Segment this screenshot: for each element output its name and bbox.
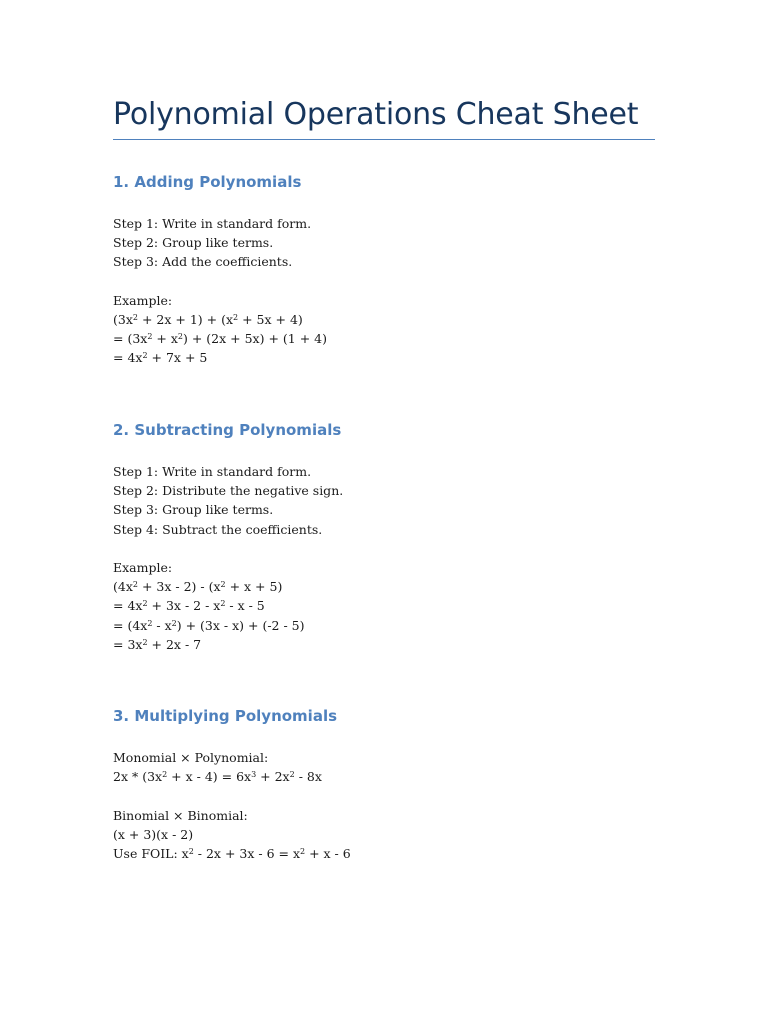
exponent: 2	[142, 599, 148, 609]
section-heading-adding: 1. Adding Polynomials	[113, 173, 302, 191]
spacer	[113, 440, 655, 462]
exponent: 2	[233, 312, 239, 322]
steps-list	[113, 462, 655, 539]
spacer	[113, 272, 655, 291]
example-line: = $(4x^2 - x^2) + (3x - x) + (-2 - 5)$	[113, 617, 305, 633]
exponent: 2	[188, 846, 194, 856]
exponent: 2	[132, 312, 138, 322]
step-line: Step 1: Write in standard form.	[113, 464, 312, 479]
step-line: Step 1: Write in standard form.	[113, 216, 312, 231]
spacer	[113, 192, 655, 214]
exponent: 2	[142, 637, 148, 647]
exponent: 2	[142, 351, 148, 361]
example-line: $(3x^2 + 2x + 1) + (x^2 + 5x + 4)$	[113, 311, 303, 327]
section-heading-subtracting: 2. Subtracting Polynomials	[113, 421, 342, 439]
steps-list	[113, 214, 655, 272]
section-subtracting	[113, 420, 655, 654]
exponent: 2	[171, 618, 177, 628]
block-label: Binomial × Binomial:	[113, 807, 248, 823]
section-adding	[113, 172, 655, 368]
example-line: Use FOIL: $x^2 - 2x + 3x - 6 = x^2 + x - 6$	[113, 845, 351, 861]
exponent: 2	[147, 332, 153, 342]
step-line: Step 2: Distribute the negative sign.	[113, 483, 344, 499]
exponent: 2	[177, 332, 183, 342]
section-multiplying	[113, 706, 655, 863]
example-line: (x + 3)(x - 2)	[113, 826, 194, 842]
document-page	[113, 0, 655, 1024]
exponent: 2	[162, 770, 168, 780]
example-line: = $3x^2 + 2x - 7$	[113, 636, 202, 652]
spacer	[113, 726, 655, 748]
spacer	[113, 786, 655, 805]
section-heading-multiplying: 3. Multiplying Polynomials	[113, 707, 338, 725]
step-line: Step 3: Add the coefficients.	[113, 254, 293, 270]
example-line: $2x * (3x^2 + x - 4) = 6x^3 + 2x^2 - 8x$	[113, 769, 322, 785]
example-label: Example:	[113, 292, 173, 308]
example-line: = $(3x^2 + x^2) + (2x + 5x) + (1 + 4)$	[113, 331, 327, 347]
step-line: Step 2: Group like terms.	[113, 235, 274, 251]
spacer	[113, 539, 655, 558]
exponent: 2	[220, 580, 226, 590]
page-title: Polynomial Operations Cheat Sheet	[113, 97, 639, 132]
title-underline	[113, 139, 655, 140]
example-label: Example:	[113, 559, 173, 575]
exponent: 2	[132, 580, 138, 590]
exponent: 2	[300, 846, 306, 856]
exponent: 3	[251, 770, 257, 780]
example-line: $(4x^2 + 3x - 2) - (x^2 + x + 5)$	[113, 579, 283, 595]
exponent: 2	[220, 599, 226, 609]
exponent: 2	[289, 770, 295, 780]
example-line: = $4x^2 + 7x + 5$	[113, 350, 208, 366]
block-label: Monomial × Polynomial:	[113, 750, 269, 765]
step-line: Step 3: Group like terms.	[113, 502, 274, 518]
step-line: Step 4: Subtract the coefficients.	[113, 521, 323, 537]
exponent: 2	[147, 618, 153, 628]
example-line: = $4x^2 + 3x - 2 - x^2 - x - 5$	[113, 598, 265, 614]
